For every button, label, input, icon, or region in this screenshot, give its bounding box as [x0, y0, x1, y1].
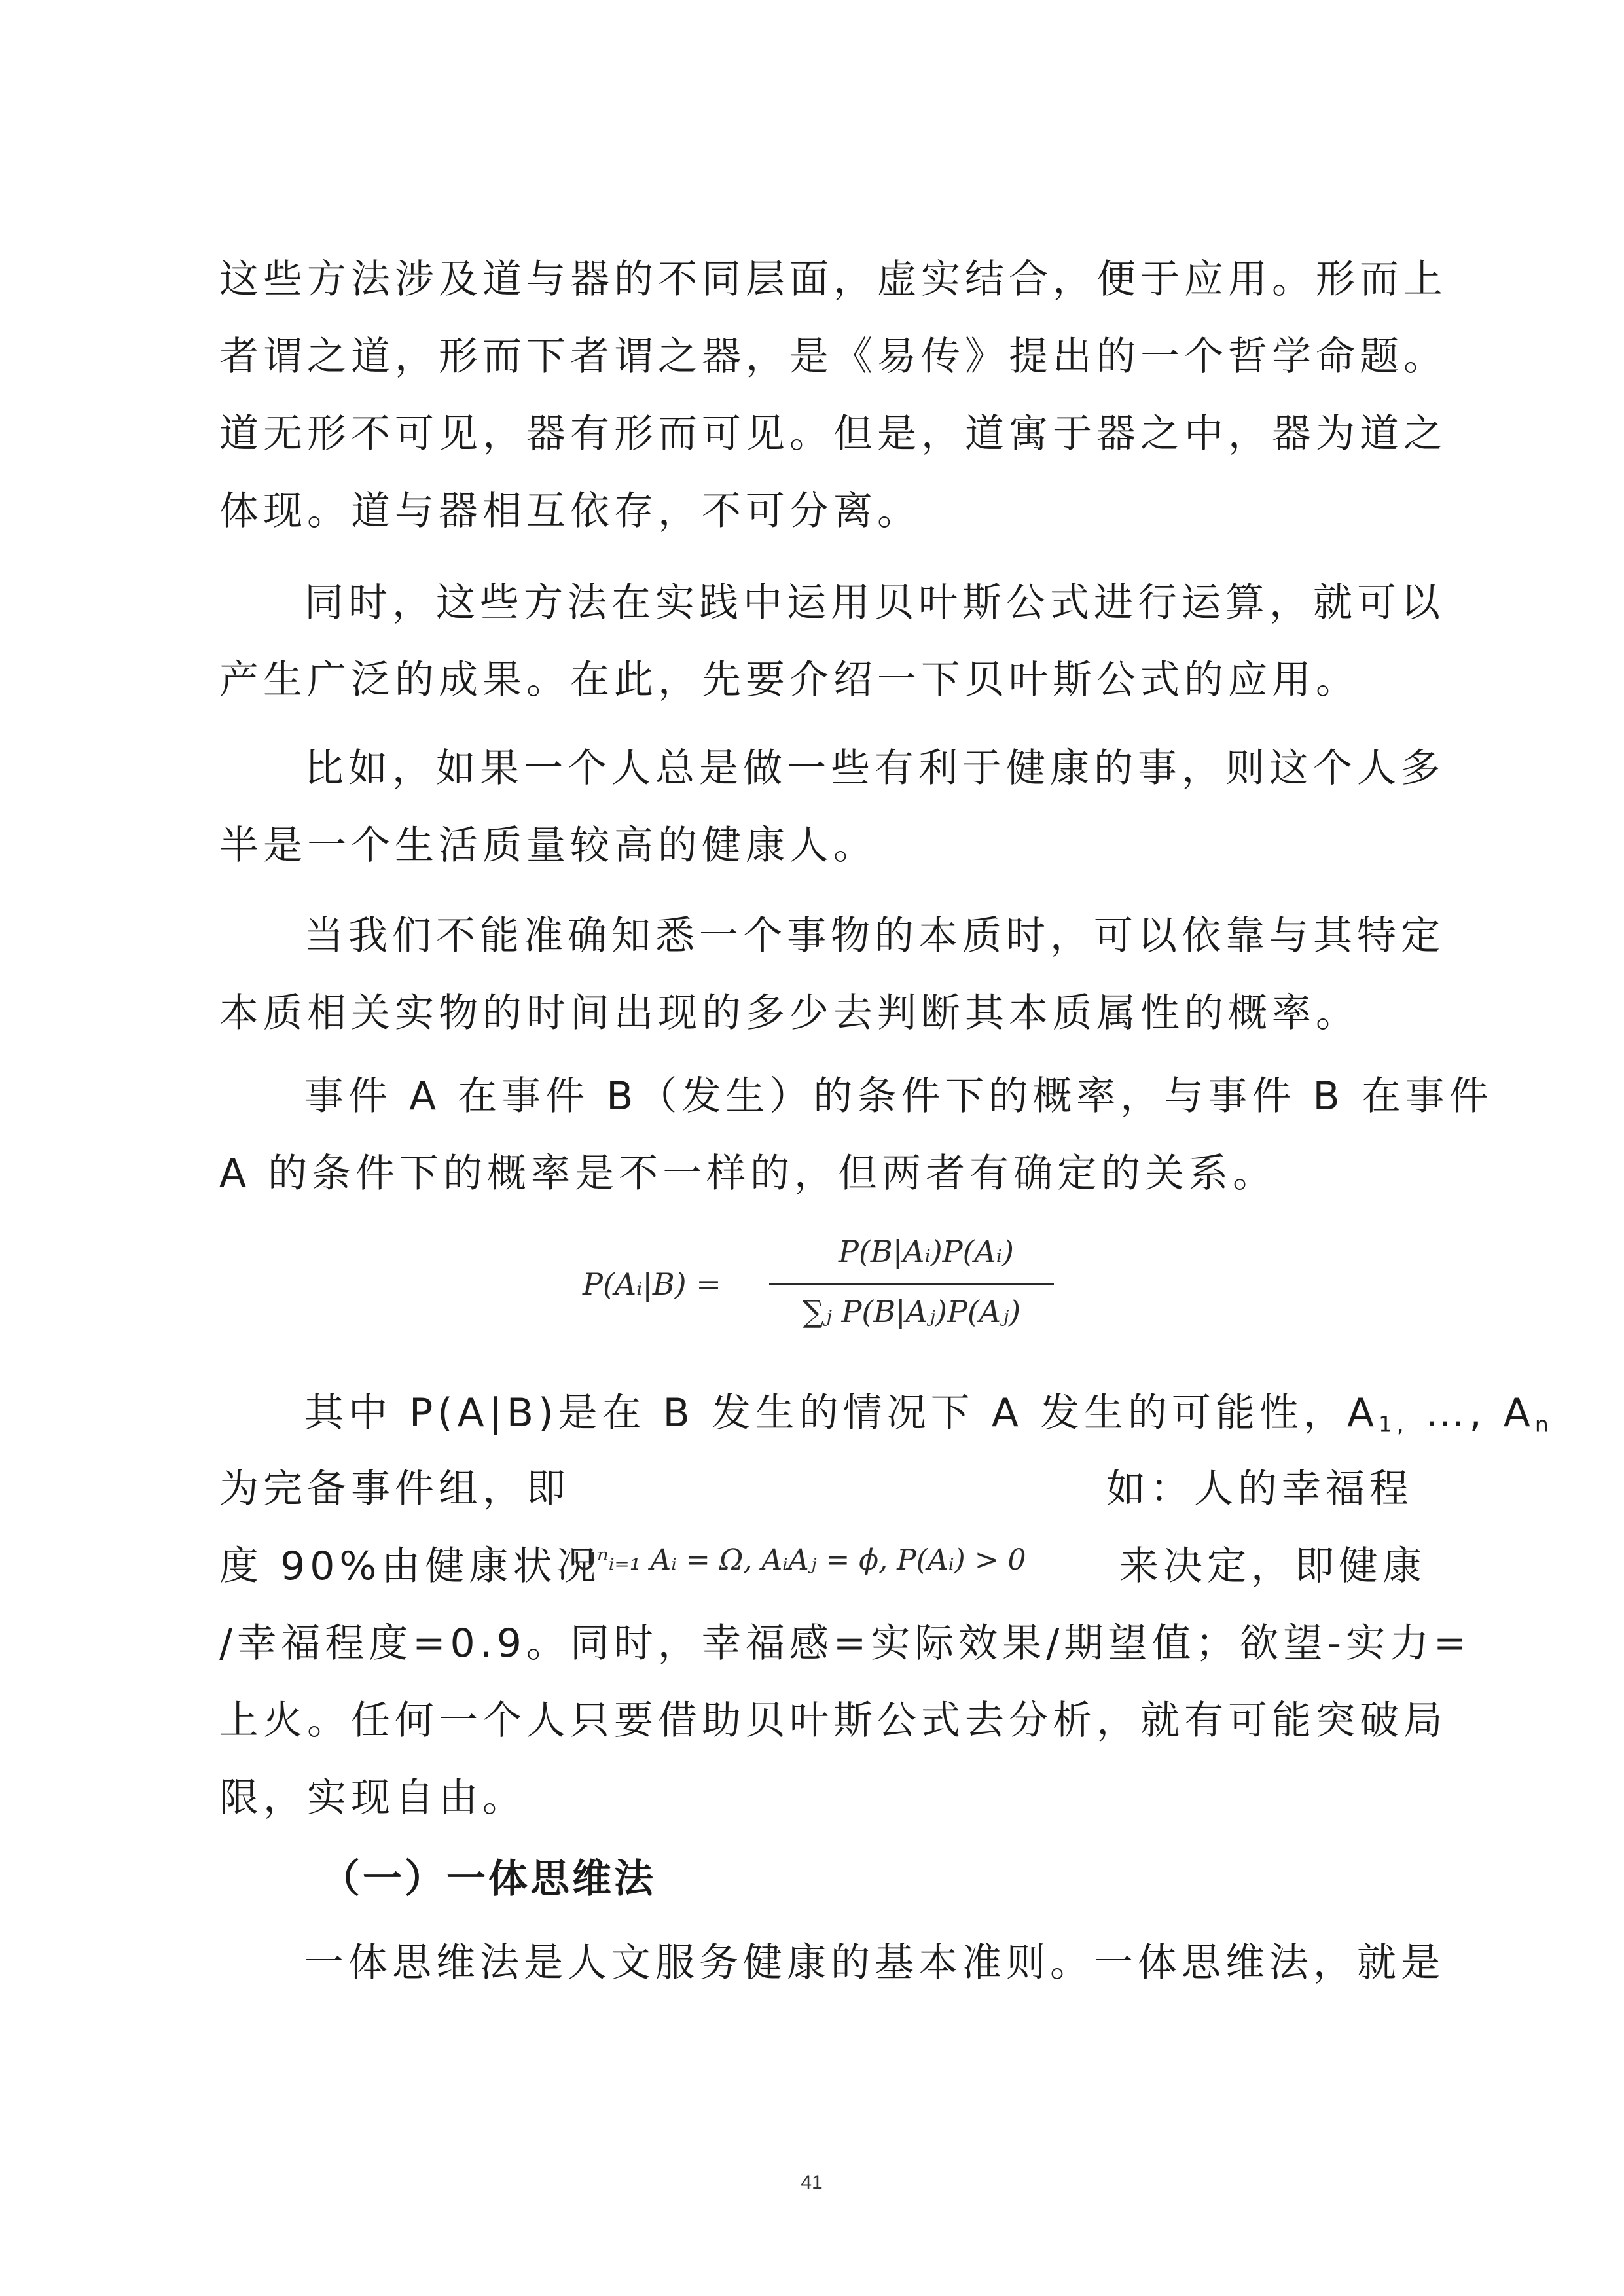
formula-fraction-bar	[769, 1283, 1054, 1285]
body-text-line: /幸福程度=0.9。同时，幸福感=实际效果/期望值；欲望-实力=	[219, 1621, 1471, 1666]
subscript: n	[1534, 1411, 1553, 1437]
section-heading: （一）一体思维法	[321, 1856, 656, 1902]
bayes-formula	[583, 1234, 1054, 1338]
formula-denominator: ∑ⱼ P(B|Aⱼ)P(Aⱼ)	[802, 1294, 1021, 1329]
body-text-line-right: 如：人的幸福程	[1106, 1466, 1413, 1512]
inline-formula: ∪ⁿᵢ₌₁ Aᵢ = Ω, AᵢAⱼ = ϕ, P(Aᵢ) > 0	[573, 1543, 1026, 1577]
body-text-line: A 的条件下的概率是不一样的，但两者有确定的关系。	[219, 1151, 1277, 1196]
body-text-line: 半是一个生活质量较高的健康人。	[219, 823, 877, 869]
body-text-line: 者谓之道，形而下者谓之器，是《易传》提出的一个哲学命题。	[219, 334, 1447, 380]
body-text-line: 限，实现自由。	[219, 1775, 526, 1821]
line-text: 其中 P(A|B)是在 B 发生的情况下 A 发生的可能性，A	[304, 1390, 1379, 1436]
body-text-line-left: 度 90%由健康状况	[219, 1543, 601, 1589]
body-text-line-right: 来决定，即健康	[1119, 1543, 1426, 1589]
subscript: 1,	[1379, 1411, 1409, 1437]
body-text-line: 产生广泛的成果。在此，先要介绍一下贝叶斯公式的应用。	[219, 657, 1360, 703]
body-text-line: 当我们不能准确知悉一个事物的本质时，可以依靠与其特定	[304, 913, 1445, 959]
line-text: …, A	[1408, 1390, 1535, 1436]
body-text-line: 本质相关实物的时间出现的多少去判断其本质属性的概率。	[219, 990, 1360, 1036]
body-text-line-left: 为完备事件组，即	[219, 1466, 570, 1512]
body-text-line: 这些方法涉及道与器的不同层面，虚实结合，便于应用。形而上	[219, 257, 1447, 302]
body-text-line: 道无形不可见，器有形而可见。但是，道寓于器之中，器为道之	[219, 411, 1447, 457]
formula-numerator: P(B|Aᵢ)P(Aᵢ)	[839, 1234, 1014, 1269]
body-text-line: 体现。道与器相互依存，不可分离。	[219, 488, 921, 534]
body-text-line	[304, 1386, 1553, 1452]
formula-lhs: P(Aᵢ|B) =	[583, 1266, 721, 1302]
body-text-line: 一体思维法是人文服务健康的基本准则。一体思维法，就是	[304, 1940, 1445, 1986]
page-number: 41	[801, 2172, 823, 2193]
body-text-line: 上火。任何一个人只要借助贝叶斯公式去分析，就有可能突破局	[219, 1698, 1447, 1744]
body-text-line: 比如，如果一个人总是做一些有利于健康的事，则这个人多	[304, 745, 1445, 791]
body-text-line: 事件 A 在事件 B（发生）的条件下的概率，与事件 B 在事件	[304, 1073, 1493, 1119]
body-text-line: 同时，这些方法在实践中运用贝叶斯公式进行运算，就可以	[304, 580, 1445, 626]
